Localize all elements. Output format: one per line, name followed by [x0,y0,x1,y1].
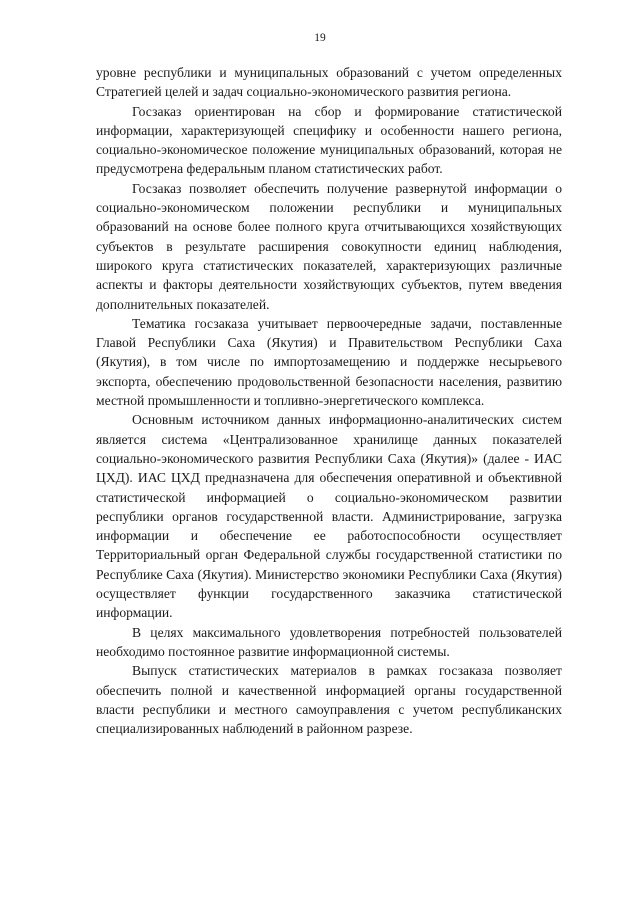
paragraph-goszakaz-benefits: Госзаказ позволяет обеспечить получение развернутой информации о социально-экономическом положении республики и муниципальных образований на основе более полного круга отчитывающихся хозяйствующих субъектов в результате расширения совокупности единиц наблюдения, широкого круга статистических показателей, характеризующих различные аспекты и факторы деятельности хозяйствующих субъектов, путем введения дополнительных показателей. [96,180,562,312]
paragraph-ias-chd: Основным источником данных информационно-аналитических систем является система «Централизованное хранилище данных показателей социально-экономического развития Республики Саха (Якутия)» (далее - ИАС ЦХД). ИАС ЦХД предназначена для обеспечения оперативной и объективной статистической информацией о социально-экономическом развитии республики органов государственной власти. Администрирование, загрузка информации и обеспечение ее работоспособности осуществляет Территориальный орган Федеральной службы государственной статистики по Республике Саха (Якутия). Министерство экономики Республики Саха (Якутия) осуществляет функции государственного заказчика статистической информации. [96,412,562,621]
paragraph-goszakaz-topics: Тематика госзаказа учитывает первоочередные задачи, поставленные Главой Республики Саха (Якутия) и Правительством Республики Саха (Якутия), в том числе по импортозамещению и поддержке несырьевого экспорта, обеспечению продовольственной безопасности населения, развитию местной промышленности и топливно-энергетического комплекса. [96,315,562,409]
paragraph-statistical-materials: Выпуск статистических материалов в рамках госзаказа позволяет обеспечить полной и качественной информацией органы государственной власти республики и местного самоуправления с учетом республиканских специализированных наблюдений в районном разрезе. [96,663,562,737]
paragraph-system-development: В целях максимального удовлетворения потребностей пользователей необходимо постоянное развитие информационной системы. [96,624,562,659]
paragraph-continuation: уровне республики и муниципальных образований с учетом определенных Стратегией целей и задач социально-экономического развития региона. [96,65,562,100]
paragraph-goszakaz-orientation: Госзаказ ориентирован на сбор и формирование статистической информации, характеризующей специфику и особенности нашего региона, социально-экономическое положение муниципальных образований, которая не предусмотрена федеральным планом статистических работ. [96,103,562,177]
page-number: 19 [314,32,326,44]
body-text [96,63,562,738]
